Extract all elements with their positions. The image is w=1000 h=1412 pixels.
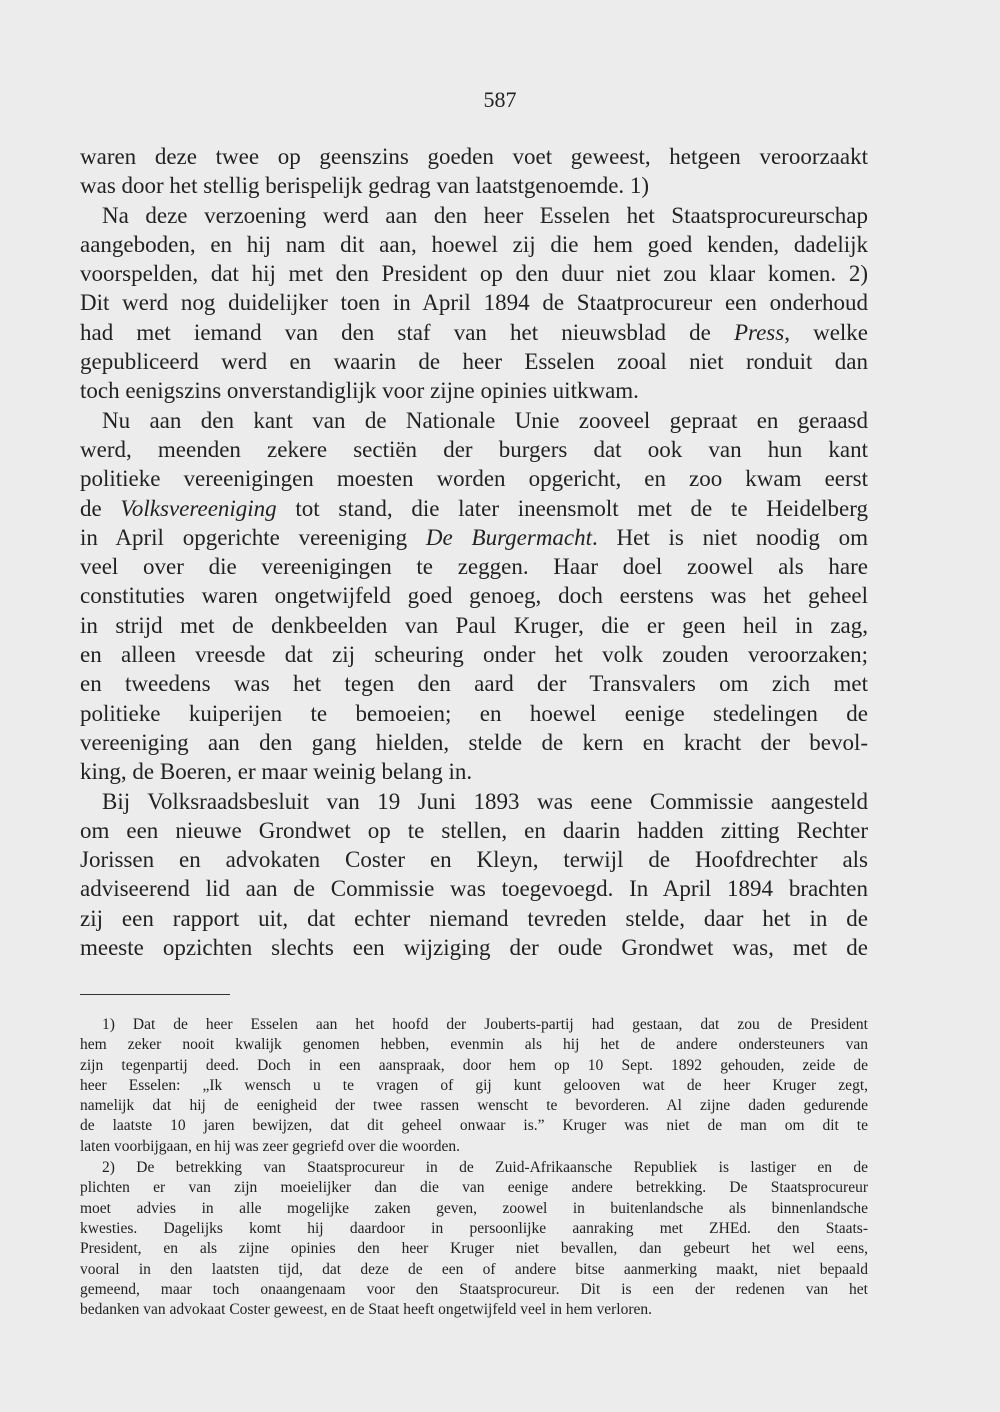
footnote-line: 2) De betrekking van Staatsprocureur in de Zuid-Afrikaansche Republiek is lastiger en de xyxy=(102,1159,868,1177)
footnote-line: laten voorbijgaan, en hij was zeer gegriefd over die woorden. xyxy=(80,1137,461,1155)
text-line: werd, meenden zekere sectiën der burgers dat ook van hun kant xyxy=(80,436,868,462)
text-line: gepubliceerd werd en waarin de heer Esselen zooal niet ronduit dan xyxy=(80,349,868,375)
text-line: veel over die vereenigingen te zeggen. Haar doel zoowel als hare xyxy=(80,554,868,580)
text-line: was door het stellig berispelijk gedrag van laatstgenoemde. 1) xyxy=(80,173,650,199)
text-line: Nu aan den kant van de Nationale Unie zooveel gepraat en geraasd xyxy=(102,407,868,433)
text-line: Dit werd nog duidelijker toen in April 1894 de Staatprocureur een onderhoud xyxy=(80,290,868,316)
footnote-line: vooral in den laatsten tijd, dat deze de een of andere bitse aanmerking maakt, niet bepaald xyxy=(80,1260,868,1278)
text-line: constituties waren ongetwijfeld goed genoeg, doch eerstens was het geheel xyxy=(80,583,868,609)
text-line: en alleen vreesde dat zij scheuring onder het volk zouden veroorzaken; xyxy=(80,642,868,668)
text-line: Jorissen en advokaten Coster en Kleyn, terwijl de Hoofdrechter als xyxy=(80,847,868,873)
footnote-divider xyxy=(80,994,230,995)
paragraph xyxy=(80,787,868,963)
text-line: zij een rapport uit, dat echter niemand tevreden stelde, daar het in de xyxy=(80,905,868,931)
text-line: meeste opzichten slechts een wijziging der oude Grondwet was, met de xyxy=(80,935,868,961)
paragraph xyxy=(80,406,868,787)
text-line: Bij Volksraadsbesluit van 19 Juni 1893 was eene Commissie aangesteld xyxy=(102,788,868,814)
page-number: 587 xyxy=(483,87,517,112)
body-text xyxy=(80,142,868,962)
footnote-line: moet advies in alle mogelijke zaken geven, zoowel in buitenlandsche als binnenlandsche xyxy=(80,1199,868,1217)
footnote-2 xyxy=(80,1158,868,1320)
footnote-line: gemeend, maar toch onaangenaam voor den Staatsprocureur. Dit is een der redenen van het xyxy=(80,1280,868,1298)
footnote-line: bedanken van advokaat Coster geweest, en de Staat heeft ongetwijfeld veel in hem verloren. xyxy=(80,1301,652,1319)
footnotes xyxy=(80,1015,868,1320)
paragraph xyxy=(80,201,868,406)
text-line: aangeboden, en hij nam dit aan, hoewel zij die hem goed kenden, dadelijk xyxy=(80,231,868,257)
text-line: politieke vereenigingen moesten worden opgericht, en zoo kwam eerst xyxy=(80,466,868,492)
text-line: waren deze twee op geenszins goeden voet geweest, hetgeen veroorzaakt xyxy=(80,144,868,169)
footnote-line: heer Esselen: „Ik wensch u te vragen of gij kunt gelooven wat de heer Kruger zegt, xyxy=(80,1076,868,1094)
text-line: de Volksvereeniging tot stand, die later ineensmolt met de te Heidelberg xyxy=(80,495,868,521)
text-line: vereeniging aan den gang hielden, stelde de kern en kracht der bevol- xyxy=(80,729,868,755)
footnote-line: kwesties. Dagelijks komt hij daardoor in persoonlijke aanraking met ZHEd. den Staats- xyxy=(80,1219,868,1237)
italic-phrase: De Burgermacht xyxy=(425,524,593,550)
text-line: Na deze verzoening werd aan den heer Esselen het Staatsprocureurschap xyxy=(102,202,868,228)
footnote-line: 1) Dat de heer Esselen aan het hoofd der Jouberts-partij had gestaan, dat zou de President xyxy=(102,1016,868,1033)
footnote-line: plichten er van zijn moeielijker dan die van eenige andere betrekking. De Staatsprocureur xyxy=(80,1179,868,1197)
text-line: toch eenigszins onverstandiglijk voor zijne opinies uitkwam. xyxy=(80,378,639,404)
footnote-line: namelijk dat hij de eenigheid der twee rassen wenscht te bevorderen. Al zijne daden gedurende xyxy=(80,1097,868,1115)
text-line: voorspelden, dat hij met den President op den duur niet zou klaar komen. 2) xyxy=(80,261,868,287)
footnote-line: zijn tegenpartij deed. Doch in een aanspraak, door hem op 10 Sept. 1892 gehouden, zeide de xyxy=(80,1056,868,1074)
text-line: om een nieuwe Grondwet op te stellen, en daarin hadden zitting Rechter xyxy=(80,817,868,843)
text-line: had met iemand van den staf van het nieuwsblad de Press, welke xyxy=(80,319,869,345)
footnote-line: President, en als zijne opinies den heer Kruger niet bevallen, dan gebeurt het wel eens, xyxy=(80,1240,868,1258)
footnote-1 xyxy=(80,1015,868,1157)
text-line: king, de Boeren, er maar weinig belang in. xyxy=(80,759,473,785)
text-line: adviseerend lid aan de Commissie was toegevoegd. In April 1894 brachten xyxy=(80,876,868,902)
text-line: en tweedens was het tegen den aard der Transvalers om zich met xyxy=(80,671,868,697)
text-line: in April opgerichte vereeniging De Burgermacht. Het is niet noodig om xyxy=(80,524,868,550)
paragraph xyxy=(80,142,868,201)
italic-phrase: Press xyxy=(733,319,785,345)
footnote-line: de laatste 10 jaren bewijzen, dat dit geheel onwaar is.” Kruger was niet de man om dit te xyxy=(80,1117,868,1135)
footnote-line: hem zeker nooit kwalijk genomen hebben, evenmin als hij het de andere ondersteuners van xyxy=(80,1036,868,1054)
text-line: politieke kuiperijen te bemoeien; en hoewel eenige stedelingen de xyxy=(80,700,868,726)
italic-phrase: Volksvereeniging xyxy=(120,495,277,521)
text-line: in strijd met de denkbeelden van Paul Kruger, die er geen heil in zag, xyxy=(80,612,868,638)
